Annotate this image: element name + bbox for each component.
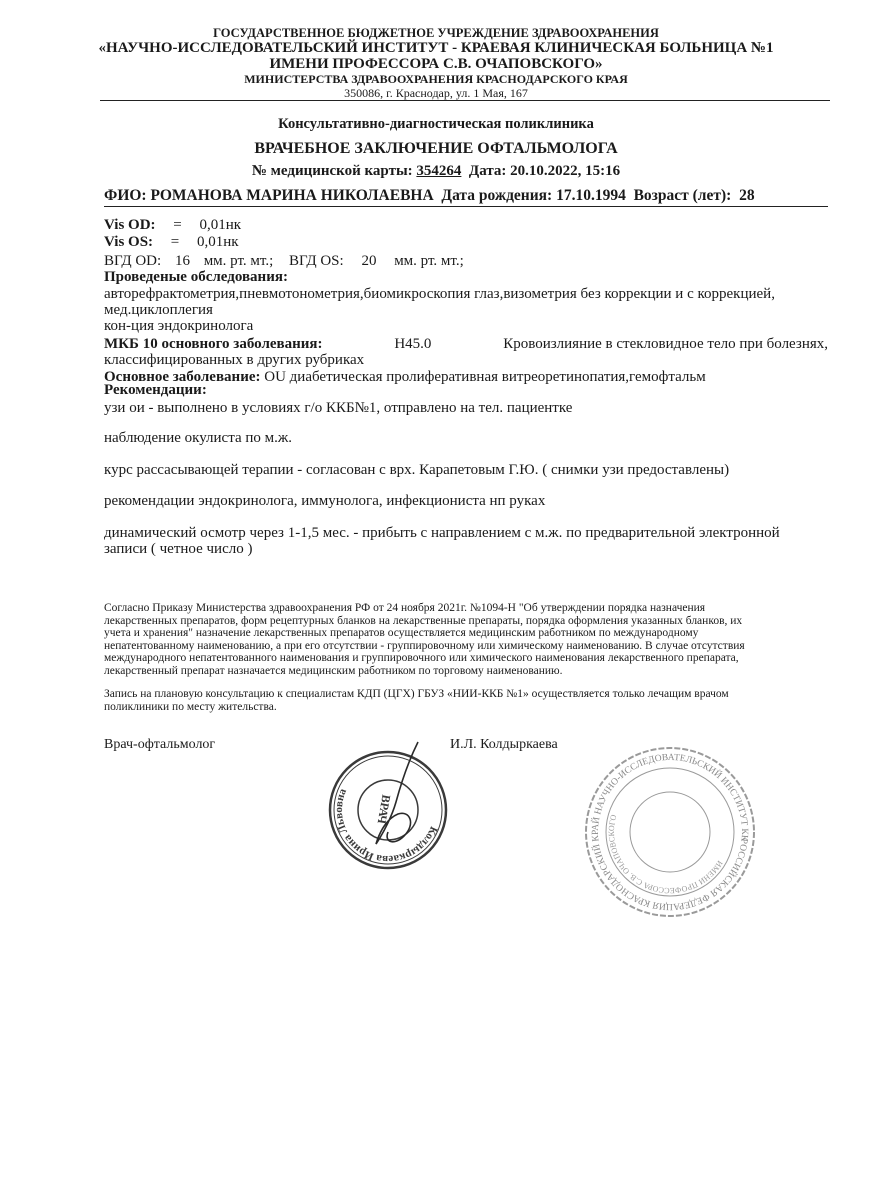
procedures-line-2: мед.циклоплегия xyxy=(104,302,213,318)
recommendation-1: узи ои - выполнено в условиях г/о ККБ№1, отправлено на тел. пациентке xyxy=(104,400,573,416)
recommendation-2: наблюдение окулиста по м.ж. xyxy=(104,430,292,446)
birth-date: 17.10.1994 xyxy=(556,187,626,204)
header-line-3: ИМЕНИ ПРОФЕССОРА С.В. ОЧАПОВСКОГО» xyxy=(269,56,603,72)
personal-stamp-ring-text: Колдыркаева Ирина Львовна xyxy=(332,786,440,866)
personal-stamp xyxy=(318,740,458,880)
institution-stamp-inner-text: ИМЕНИ ПРОФЕССОРА С.В. ОЧАПОВСКОГО xyxy=(606,813,725,896)
vis-od-value: 0,01нк xyxy=(199,217,242,233)
procedures-label: Проведеные обследования: xyxy=(104,269,288,285)
date-label: Дата: xyxy=(468,163,507,179)
card-and-date-line xyxy=(0,163,872,180)
iop-os-label: ВГД OS: xyxy=(289,253,344,269)
diagnosis-label: Основное заболевание: xyxy=(104,369,261,385)
diagnosis-text: OU диабетическая пролиферативная витреоретинопатия,гемофтальм xyxy=(264,369,706,385)
age-value: 28 xyxy=(739,187,755,204)
birth-label: Дата рождения: xyxy=(441,187,553,204)
iop-od-label: ВГД OD: xyxy=(104,253,162,269)
doctor-role: Врач-офтальмолог xyxy=(104,737,216,752)
procedures-line-3: кон-ция эндокринолога xyxy=(104,318,254,334)
iop-os-unit: мм. рт. мт.; xyxy=(394,253,464,269)
legal-p1-line-1: Согласно Приказу Министерства здравоохранения РФ от 24 ноября 2021г. №1094-Н "Об утверждении порядка назначения xyxy=(104,602,706,614)
vis-od-label: Vis OD: xyxy=(104,217,156,233)
card-number: 354264 xyxy=(416,163,462,179)
vis-od-row xyxy=(104,217,241,234)
icd-text-line-2: классифицированных в других рубриках xyxy=(104,352,365,368)
legal-p1-line-2: лекарственных препаратов, форм рецептурных бланков на лекарственные препараты, порядка оформления указанных бланков, их xyxy=(104,614,743,627)
header-line-2: «НАУЧНО-ИССЛЕДОВАТЕЛЬСКИЙ ИНСТИТУТ - КРАЕВАЯ КЛИНИЧЕСКАЯ БОЛЬНИЦА №1 xyxy=(98,40,774,56)
icd-text-line-1: Кровоизлияние в стекловидное тело при болезнях, xyxy=(503,336,828,352)
institution-stamp-ring-text: РОССИЙСКАЯ ФЕДЕРАЦИЯ КРАСНОДАРСКИЙ КРАЙ НАУЧНО-ИССЛЕДОВАТЕЛЬСКИЙ ИНСТИТУТ ККБ xyxy=(590,752,750,912)
vis-od-eq: = xyxy=(173,217,182,233)
recommendations-label: Рекомендации: xyxy=(104,382,207,398)
document-title: ВРАЧЕБНОЕ ЗАКЛЮЧЕНИЕ ОФТАЛЬМОЛОГА xyxy=(254,140,618,157)
recommendation-3: курс рассасывающей терапии - согласован с врх. Карапетовым Г.Ю. ( снимки узи предоставлены) xyxy=(104,462,730,478)
patient-name: РОМАНОВА МАРИНА НИКОЛАЕВНА xyxy=(150,187,434,204)
legal-paragraph-1 xyxy=(104,602,745,678)
personal-stamp-center: ВРАЧ xyxy=(374,793,394,826)
card-label: № медицинской карты: xyxy=(251,163,413,179)
recommendation-5-line-2: записи ( четное число ) xyxy=(104,541,253,557)
fio-label: ФИО: xyxy=(104,187,147,204)
legal-p2-line-1: Запись на плановую консультацию к специалистам КДП (ЦГХ) ГБУЗ «НИИ-ККБ №1» осуществляется только лечащим врачом xyxy=(104,688,729,700)
vis-os-label: Vis OS: xyxy=(104,234,154,250)
recommendation-5-line-1: динамический осмотр через 1-1,5 мес. - прибыть с направлением с м.ж. по предварительной электронной xyxy=(104,525,780,541)
legal-p1-line-5: международного непатентованного наименования и группировочного или химического наименования лекарственного препарата, xyxy=(104,652,739,665)
header-line-5: 350086, г. Краснодар, ул. 1 Мая, 167 xyxy=(344,86,528,100)
department-title: Консультативно-диагностическая поликлиника xyxy=(278,116,594,132)
institution-stamp xyxy=(582,744,758,920)
header-line-4: МИНИСТЕРСТВА ЗДРАВООХРАНЕНИЯ КРАСНОДАРСКОГО КРАЯ xyxy=(244,72,628,86)
recommendation-4: рекомендации эндокринолога, иммунолога, инфекциониста нп руках xyxy=(104,493,546,509)
vis-os-row xyxy=(104,234,239,251)
vis-os-value: 0,01нк xyxy=(197,234,239,250)
procedures-line-1: авторефрактометрия,пневмотонометрия,биомикроскопия глаз,визометрия без коррекции и с коррекцией, xyxy=(104,286,775,302)
iop-os-value: 20 xyxy=(361,253,377,269)
iop-row xyxy=(104,253,464,270)
icd-row xyxy=(104,336,828,353)
age-label: Возраст (лет): xyxy=(633,187,732,204)
legal-p1-line-3: учета и хранения" назначение лекарственных препаратов осуществляется медицинским работником по международному xyxy=(104,627,699,640)
iop-od-value: 16 xyxy=(174,253,190,269)
legal-p1-line-6: лекарственный препарат назначается медицинским работником по торговому наименованию. xyxy=(104,664,563,677)
iop-od-unit: мм. рт. мт.; xyxy=(203,253,274,269)
header-line-1: ГОСУДАРСТВЕННОЕ БЮДЖЕТНОЕ УЧРЕЖДЕНИЕ ЗДРАВООХРАНЕНИЯ xyxy=(213,26,659,40)
patient-line xyxy=(104,187,828,207)
date-value: 20.10.2022, 15:16 xyxy=(510,163,621,179)
legal-p1-line-4: непатентованному наименованию, а при его отсутствии - группировочному или химическому наименованию. В случае отсутствия xyxy=(104,639,745,652)
doctor-name: И.Л. Колдыркаева xyxy=(450,737,558,752)
legal-p2-line-2: поликлиники по месту жительства. xyxy=(104,701,277,713)
icd-code: H45.0 xyxy=(394,336,432,352)
header-divider xyxy=(100,100,830,101)
vis-os-eq: = xyxy=(170,234,180,250)
legal-paragraph-2 xyxy=(104,688,729,714)
icd-label: МКБ 10 основного заболевания: xyxy=(104,336,323,352)
